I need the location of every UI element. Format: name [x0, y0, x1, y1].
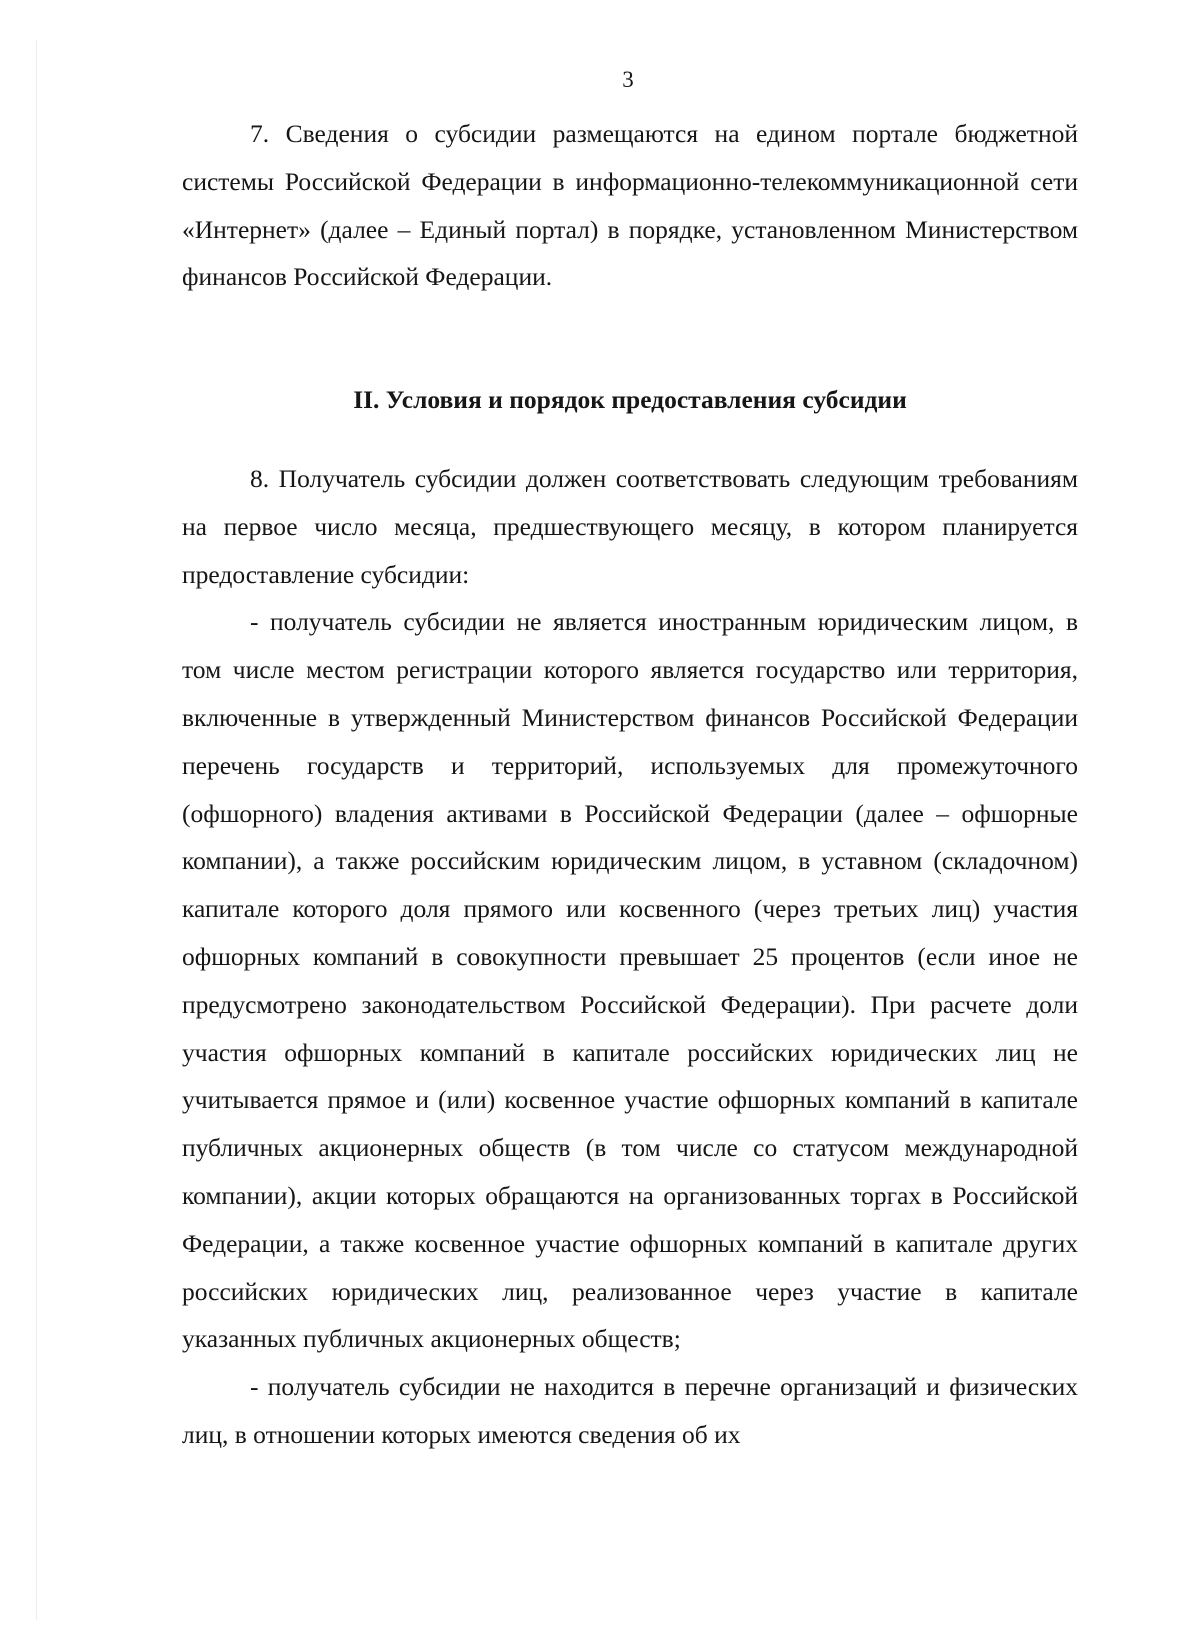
section-heading: II. Условия и порядок предоставления субсидии — [353, 385, 907, 414]
page-number: 3 — [622, 67, 634, 92]
list-item-offshore: - получатель субсидии не является иностранным юридическим лицом, в том числе местом регистрации которого является государство или территория, включенные в утвержденный Министерством финансов Российской Федерации перечень государств и территорий, используемых для промежуточного (офшорного) владения активами в Российской Федерации (далее – офшорные компании), а также российским юридическим лицом, в уставном (складочном) капитале которого доля прямого или косвенного (через третьих лиц) участия офшорных компаний в совокупности превышает 25 процентов (если иное не предусмотрено законодательством Российской Федерации). При расчете доли участия офшорных компаний в капитале российских юридических лиц не учитывается прямое и (или) косвенное участие офшорных компаний в капитале публичных акционерных обществ (в том числе со статусом международной компании), акции которых обращаются на организованных торгах в Российской Федерации, а также косвенное участие офшорных компаний в капитале других российских юридических лиц, реализованное через участие в капитале указанных публичных акционерных обществ; — [182, 607, 1078, 1354]
paragraph-7: 7. Сведения о субсидии размещаются на едином портале бюджетной системы Российской Федерации в информационно-телекоммуникационной сети «Интернет» (далее – Единый портал) в порядке, установленном Министерством финансов Российской Федерации. — [182, 119, 1078, 292]
text-block-main — [182, 455, 1078, 1459]
text-block-top — [182, 110, 1078, 301]
scan-edge-line — [36, 40, 37, 1620]
paragraph-8: 8. Получатель субсидии должен соответствовать следующим требованиям на первое число месяца, предшествующего месяцу, в котором планируется предоставление субсидии: — [182, 464, 1078, 589]
list-item-sanctions: - получатель субсидии не находится в перечне организаций и физических лиц, в отношении которых имеются сведения об их — [182, 1372, 1078, 1449]
